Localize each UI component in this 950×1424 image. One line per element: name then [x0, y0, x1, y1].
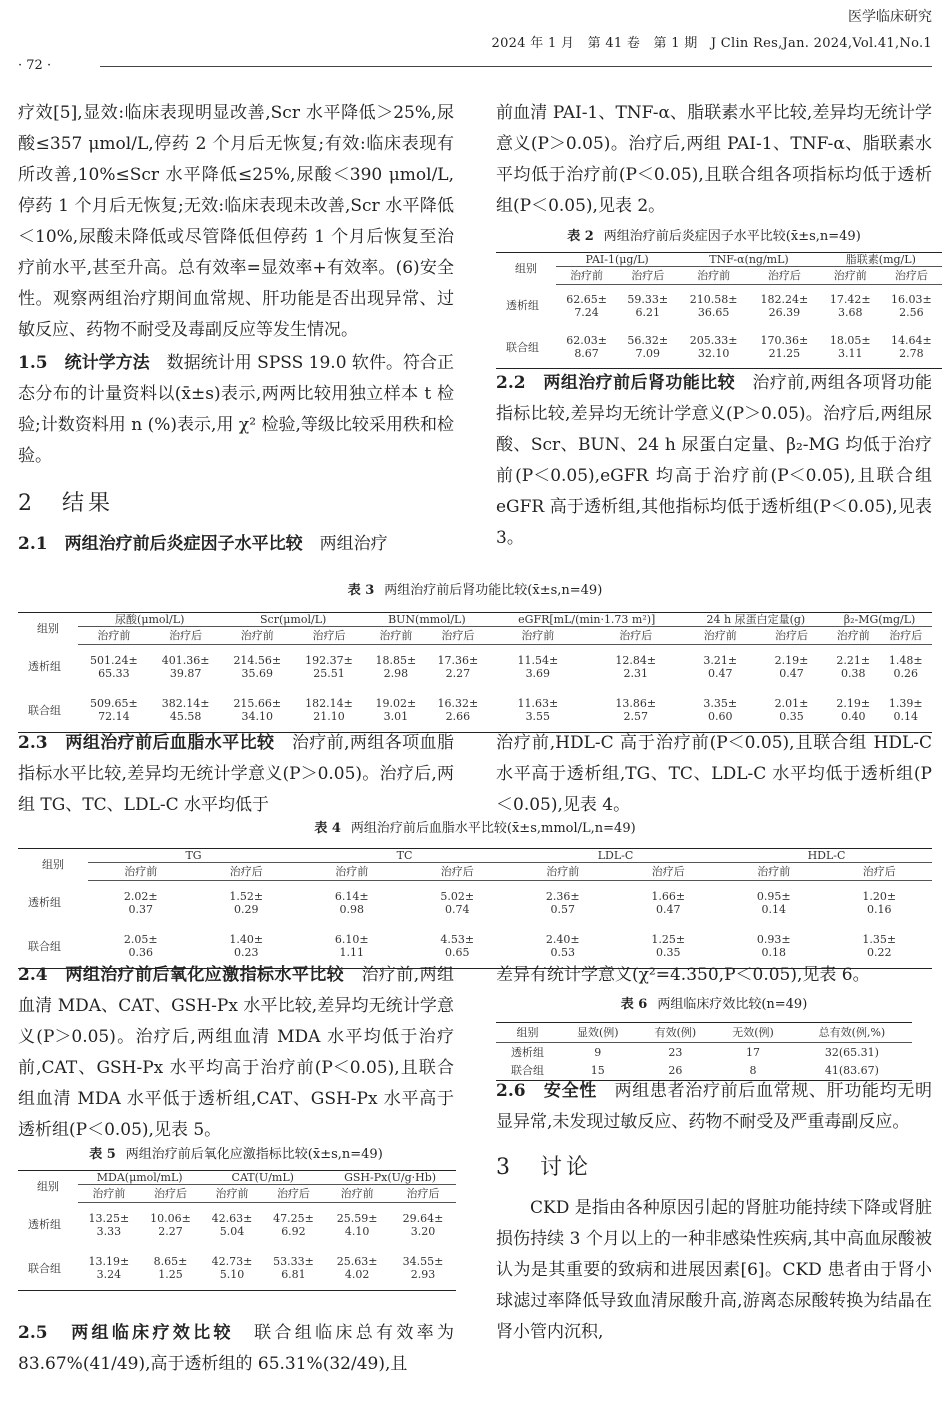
table-cell: 1.35± 0.22 [827, 925, 933, 969]
table-cell: 210.58± 36.65 [689, 292, 738, 319]
row-label: 联合组 [496, 1062, 559, 1081]
section-title: 2.2 两组治疗前后肾功能比较 [496, 373, 736, 393]
caption-number: 表 4 [314, 821, 341, 836]
table-cell: 382.14± 45.58 [150, 689, 222, 733]
table-subheader: 治疗前 [365, 627, 427, 645]
table-subheader: 治疗后 [756, 627, 827, 645]
table-cell: 4.53± 0.65 [405, 925, 511, 969]
table-cell: 42.63± 5.04 [211, 1211, 253, 1238]
table6-caption [496, 996, 932, 1014]
right-column-lower [496, 1076, 932, 1348]
section-title: 1.5 统计学方法 [18, 353, 150, 373]
row-label: 透析组 [28, 896, 61, 909]
table-header: 组别 [18, 613, 78, 645]
table-subheader: 治疗后 [263, 1185, 324, 1203]
table-subheader: 治疗后 [879, 627, 932, 645]
row-label: 透析组 [510, 1045, 544, 1059]
table-cell: 47.25± 6.92 [273, 1211, 314, 1238]
table-header: 24 h 尿蛋白定量(g) [685, 613, 827, 627]
section-2-1 [18, 529, 454, 560]
table-cell: 53.33± 6.81 [263, 1247, 324, 1291]
table-header: 组别 [496, 253, 556, 285]
table-cell: 12.84± 2.31 [615, 653, 657, 680]
left-column-top [18, 98, 454, 560]
table-cell: 16.03± 2.56 [891, 292, 932, 319]
section-2-2 [496, 368, 932, 554]
table2 [496, 252, 942, 369]
table-subheader: 治疗后 [587, 627, 685, 645]
table-header: 有效(例) [637, 1023, 715, 1043]
table-cell: 182.24± 26.39 [760, 292, 809, 319]
caption-number: 表 3 [347, 583, 375, 598]
table-header: HDL-C [721, 849, 932, 863]
table-subheader: 治疗前 [827, 627, 879, 645]
table-cell: 13.25± 3.33 [88, 1211, 130, 1238]
table-cell: 17 [746, 1045, 761, 1059]
table4 [18, 848, 932, 969]
table-cell: 9 [594, 1045, 602, 1059]
table-subheader: 治疗后 [140, 1185, 202, 1203]
paragraph-table4-intro: 治疗前,HDL-C 高于治疗前(P＜0.05),且联合组 HDL-C 水平高于透析组,TG、TC、LDL-C 水平均低于透析组(P＜0.05),见表 4。 [496, 733, 932, 815]
table-header: MDA(μmol/mL) [78, 1171, 201, 1185]
table-header: eGFR[mL/(min·1.73 m²)] [489, 613, 685, 627]
table-header: 组别 [18, 849, 88, 881]
table-row [496, 327, 942, 369]
table-header: PAI-1(μg/L) [556, 253, 678, 267]
table-header: TNF-α(ng/mL) [678, 253, 819, 267]
table-cell: 2.01± 0.35 [756, 689, 827, 733]
table-cell: 42.73± 5.10 [201, 1247, 262, 1291]
heading-results: 2 结果 [18, 491, 114, 516]
table-cell: 34.55± 2.93 [390, 1247, 456, 1291]
table-row [18, 645, 932, 689]
section-title: 2.3 两组治疗前后血脂水平比较 [18, 733, 275, 753]
section-text: 联合组临床总有效率为 83.67%(41/49),高于透析组的 65.31%(32/49),且 [18, 1323, 455, 1374]
table-cell: 13.19± 3.24 [78, 1247, 140, 1291]
table-subheader: 治疗后 [749, 267, 820, 285]
table-subheader: 治疗前 [685, 627, 756, 645]
table-cell: 3.21± 0.47 [703, 653, 738, 680]
table-subheader: 治疗后 [617, 267, 678, 285]
right-column-table6-intro [496, 960, 942, 991]
page-number: · 72 · [18, 58, 52, 73]
table-cell: 14.64± 2.78 [881, 327, 942, 369]
table-cell: 401.36± 39.87 [161, 653, 210, 680]
header-rule [100, 66, 932, 67]
table5-caption [18, 1146, 454, 1164]
table-header: CAT(U/mL) [201, 1171, 324, 1185]
section-text: 两组患者治疗前后血常规、肝功能均无明显异常,未发现过敏反应、药物不耐受及严重毒副反应。 [496, 1081, 933, 1132]
table-subheader: 治疗后 [881, 267, 942, 285]
issue-info: 2024 年 1 月 第 41 卷 第 1 期 J Clin Res,Jan. 2024,Vol.41,No.1 [491, 36, 932, 51]
table-header: 组别 [18, 1171, 78, 1203]
table-subheader: 治疗后 [194, 863, 300, 881]
table-cell: 182.14± 21.10 [293, 689, 365, 733]
table-cell: 1.20± 0.16 [862, 889, 897, 916]
table-subheader: 治疗前 [324, 1185, 390, 1203]
caption-text: 两组治疗前后肾功能比较(x̄±s,n=49) [384, 583, 603, 598]
table-subheader: 治疗前 [510, 863, 616, 881]
table-subheader: 治疗后 [150, 627, 222, 645]
paragraph-efficacy-result: 差异有统计学意义(χ²=4.350,P＜0.05),见表 6。 [496, 965, 870, 985]
table-cell: 215.66± 34.10 [221, 689, 293, 733]
heading-discussion: 3 讨论 [496, 1155, 592, 1180]
table-header: β₂-MG(mg/L) [827, 613, 932, 627]
table-subheader: 治疗后 [827, 863, 933, 881]
table-subheader: 治疗前 [221, 627, 293, 645]
row-label: 透析组 [28, 660, 61, 673]
table5 [18, 1170, 456, 1291]
table-cell: 29.64± 3.20 [402, 1211, 444, 1238]
table-cell: 1.52± 0.29 [229, 889, 264, 916]
table-cell: 214.56± 35.69 [233, 653, 282, 680]
table-subheader: 治疗后 [427, 627, 489, 645]
right-column-2-3 [496, 728, 932, 821]
table-cell: 1.25± 0.35 [616, 925, 722, 969]
table-cell: 2.36± 0.57 [545, 889, 580, 916]
table-header: 总有效(例,%) [792, 1023, 912, 1043]
table-subheader: 治疗后 [405, 863, 511, 881]
table-cell: 11.63± 3.55 [489, 689, 587, 733]
paragraph-efficacy-criteria: 疗效[5],显效:临床表现明显改善,Scr 水平降低＞25%,尿酸≤357 μmol/L,停药 2 个月后无恢复;有效:临床表现有所改善,10%≤Scr 水平降低≤25%,尿酸＜390 μmol/L,停药 1 个月后无恢复;无效:临床表现未改善,Scr 水平降低＜10%,尿酸未降低或尽管降低但停药 1 个月后恢复至治疗前水平,甚至升高。总有效率=显效率+有效率。(6)安全性。观察两组治疗期间血常规、肝功能是否出现异常、过敏反应、药物不耐受及毒副反应等发生情况。 [18, 103, 454, 340]
table-cell: 23 [668, 1045, 683, 1059]
table-row [496, 285, 942, 327]
caption-text: 两组治疗前后炎症因子水平比较(x̄±s,n=49) [603, 229, 861, 244]
table-cell: 5.02± 0.74 [440, 889, 475, 916]
table-subheader: 治疗前 [78, 1185, 140, 1203]
row-label: 联合组 [18, 689, 78, 733]
table-cell: 62.03± 8.67 [556, 327, 617, 369]
table-header: 脂联素(mg/L) [820, 253, 942, 267]
caption-number: 表 5 [89, 1147, 116, 1162]
section-2-3 [18, 728, 454, 821]
table-subheader: 治疗前 [721, 863, 827, 881]
table-cell: 17.42± 3.68 [829, 292, 871, 319]
table-header: 无效(例) [714, 1023, 792, 1043]
left-column-2-3 [18, 728, 454, 821]
table-header: TG [88, 849, 299, 863]
table-cell: 6.14± 0.98 [334, 889, 369, 916]
table-header: TC [299, 849, 510, 863]
section-2-6 [496, 1076, 932, 1138]
table-cell: 10.06± 2.27 [150, 1211, 191, 1238]
section-title: 2.1 两组治疗前后炎症因子水平比较 [18, 534, 303, 554]
table-cell: 2.19± 0.47 [774, 653, 809, 680]
section-2-5 [18, 1318, 454, 1380]
table-cell: 1.66± 0.47 [651, 889, 686, 916]
table-cell: 16.32± 2.66 [427, 689, 489, 733]
caption-number: 表 2 [567, 229, 594, 244]
right-column-top [496, 98, 932, 222]
table6 [496, 1022, 912, 1081]
table-subheader: 治疗前 [678, 267, 749, 285]
table-row [18, 1203, 456, 1247]
table-cell: 1.48± 0.26 [888, 653, 923, 680]
table-cell: 18.85± 2.98 [375, 653, 417, 680]
journal-name: 医学临床研究 [848, 9, 932, 25]
table-cell: 25.63± 4.02 [324, 1247, 390, 1291]
paragraph-table2-intro: 前血清 PAI-1、TNF-α、脂联素水平比较,差异均无统计学意义(P＞0.05)。治疗后,两组 PAI-1、TNF-α、脂联素水平均低于治疗前(P＜0.05),且联合组各项指标均低于透析组(P＜0.05),见表 2。 [496, 103, 932, 216]
table-cell: 8 [714, 1062, 792, 1081]
section-text: 数据统计用 SPSS 19.0 软件。符合正态分布的计量资料以(x̄±s)表示,两两比较用独立样本 t 检验;计数资料用 n (%)表示,用 χ² 检验,等级比较采用秩和检验。 [18, 353, 454, 466]
table-cell: 25.59± 4.10 [336, 1211, 378, 1238]
paragraph-discussion: CKD 是指由各种原因引起的肾脏功能持续下降或肾脏损伤持续 3 个月以上的一种非感染性疾病,其中高血尿酸被认为是其重要的致病和进展因素[6]。CKD 患者由于肾小球滤过率降低导致血清尿酸升高,游离态尿酸转换为结晶在肾小管内沉积, [496, 1198, 932, 1342]
table-cell: 3.35± 0.60 [685, 689, 756, 733]
table-header: 尿酸(μmol/L) [78, 613, 221, 627]
table-subheader: 治疗前 [88, 863, 194, 881]
row-label: 透析组 [506, 299, 539, 312]
table-row [18, 1247, 456, 1291]
left-column-2-4 [18, 960, 454, 1146]
table-header: 显效(例) [559, 1023, 637, 1043]
table-cell: 13.86± 2.57 [587, 689, 685, 733]
row-label: 联合组 [18, 925, 88, 969]
table-cell: 56.32± 7.09 [617, 327, 678, 369]
table-row [496, 1043, 912, 1062]
table3 [18, 612, 932, 733]
table-cell: 2.21± 0.38 [836, 653, 871, 680]
table-cell: 205.33± 32.10 [678, 327, 749, 369]
table-cell: 2.19± 0.40 [827, 689, 879, 733]
right-column-2-2 [496, 368, 932, 554]
table-cell: 41(83.67) [792, 1062, 912, 1081]
table-cell: 8.65± 1.25 [140, 1247, 202, 1291]
table-cell: 0.95± 0.14 [756, 889, 791, 916]
table-subheader: 治疗前 [820, 267, 881, 285]
table-cell: 0.93± 0.18 [721, 925, 827, 969]
caption-text: 两组治疗前后氧化应激指标比较(x̄±s,n=49) [125, 1147, 383, 1162]
table-cell: 26 [637, 1062, 715, 1081]
table-header: Scr(μmol/L) [221, 613, 364, 627]
table-subheader: 治疗前 [201, 1185, 262, 1203]
table-header: 组别 [496, 1023, 559, 1043]
table-subheader: 治疗前 [489, 627, 587, 645]
table-cell: 32(65.31) [824, 1045, 879, 1059]
table2-caption [496, 228, 932, 246]
section-2-4 [18, 960, 454, 1146]
section-text: 治疗前,两组血清 MDA、CAT、GSH-Px 水平比较,差异均无统计学意义(P＞0.05)。治疗后,两组血清 MDA 水平均低于治疗前,CAT、GSH-Px 水平均高于治疗前(P＜0.05),且联合组血清 MDA 水平低于透析组,CAT、GSH-Px 水平高于透析组(P＜0.05),见表 5。 [18, 965, 455, 1140]
table3-caption [18, 582, 932, 600]
table-cell: 6.10± 1.11 [299, 925, 405, 969]
section-1-5 [18, 348, 454, 472]
section-text: 两组治疗 [302, 534, 388, 554]
table-cell: 501.24± 65.33 [90, 653, 138, 680]
table-cell: 2.02± 0.37 [123, 889, 158, 916]
caption-number: 表 6 [620, 997, 648, 1012]
caption-text: 两组治疗前后血脂水平比较(x̄±s,mmol/L,n=49) [350, 821, 636, 836]
left-column-2-5 [18, 1318, 454, 1380]
section-text: 治疗前,两组各项血脂指标水平比较,差异均无统计学意义(P＞0.05)。治疗后,两组 TG、TC、LDL-C 水平均低于 [18, 733, 454, 815]
table-cell: 192.37± 25.51 [305, 653, 353, 680]
table-cell: 17.36± 2.27 [437, 653, 479, 680]
section-title: 2.6 安全性 [496, 1081, 597, 1101]
table-cell: 19.02± 3.01 [365, 689, 427, 733]
section-title: 2.4 两组治疗前后氧化应激指标水平比较 [18, 965, 345, 985]
table-header: BUN(mmol/L) [365, 613, 489, 627]
row-label: 联合组 [496, 327, 556, 369]
table-cell: 11.54± 3.69 [517, 653, 559, 680]
table-cell: 62.65± 7.24 [566, 292, 607, 319]
table-header: GSH-Px(U/g·Hb) [324, 1171, 456, 1185]
table-cell: 1.40± 0.23 [194, 925, 300, 969]
table-subheader: 治疗前 [78, 627, 150, 645]
table-subheader: 治疗后 [390, 1185, 456, 1203]
table-cell: 15 [559, 1062, 637, 1081]
table-row [18, 689, 932, 733]
table-header: LDL-C [510, 849, 721, 863]
table-subheader: 治疗前 [556, 267, 617, 285]
table-cell: 2.40± 0.53 [510, 925, 616, 969]
table-cell: 509.65± 72.14 [78, 689, 150, 733]
section-text: 治疗前,两组各项肾功能指标比较,差异均无统计学意义(P＞0.05)。治疗后,两组尿酸、Scr、BUN、24 h 尿蛋白定量、β₂-MG 均低于治疗前(P＜0.05),eGFR 均高于治疗前(P＜0.05),且联合组 eGFR 高于透析组,其他指标均低于透析组(P＜0.05),见表 3。 [496, 373, 933, 548]
caption-text: 两组临床疗效比较(n=49) [657, 997, 808, 1012]
table-subheader: 治疗后 [293, 627, 365, 645]
table4-caption [18, 820, 932, 838]
table-cell: 2.05± 0.36 [88, 925, 194, 969]
table-subheader: 治疗后 [616, 863, 722, 881]
row-label: 透析组 [28, 1218, 61, 1231]
table-cell: 18.05± 3.11 [820, 327, 881, 369]
row-label: 联合组 [18, 1247, 78, 1291]
section-title: 2.5 两组临床疗效比较 [18, 1323, 234, 1343]
table-cell: 59.33± 6.21 [627, 292, 669, 319]
table-cell: 170.36± 21.25 [749, 327, 820, 369]
table-cell: 1.39± 0.14 [879, 689, 932, 733]
table-subheader: 治疗前 [299, 863, 405, 881]
table-row [18, 881, 932, 925]
